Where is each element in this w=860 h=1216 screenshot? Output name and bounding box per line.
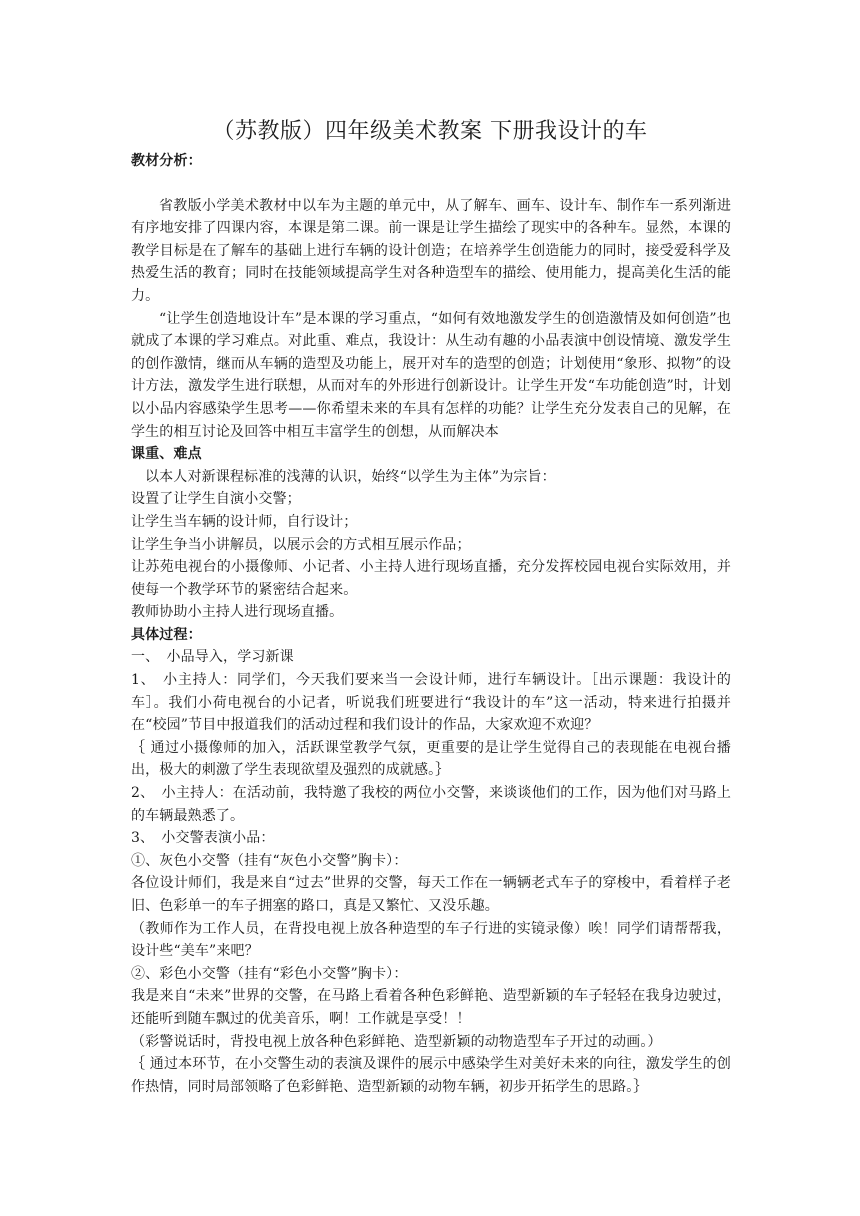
document-body [131, 150, 731, 1098]
grey-police-text: 各位设计师们，我是来自“过去”世界的交警，每天工作在一辆辆老式车子的穿梭中，看着样子老旧、色彩单一的车子拥塞的路口，真是又繁忙、又没乐趣。 [131, 875, 731, 914]
paragraph-principle: 以本人对新课程标准的浅薄的认识，始终“以学生为主体”为宗旨： [145, 468, 556, 485]
list-line: 设置了让学生自演小交警； [131, 491, 301, 508]
grey-police-title: ①、灰色小交警（挂有“灰色小交警”胸卡）： [131, 852, 408, 869]
list-line: 教师协助小主持人进行现场直播。 [131, 604, 344, 621]
page-title: （苏教版）四年级美术教案 下册我设计的车 [212, 119, 648, 144]
heading-analysis: 教材分析： [131, 153, 202, 169]
list-line: 让学生当车辆的设计师，自行设计； [131, 513, 358, 530]
grey-police-note: （教师作为工作人员，在背投电视上放各种造型的车子行进的实镜录像）唉！同学们请帮帮我，设计些“美车”来吧？ [131, 920, 731, 960]
blank-line [131, 173, 731, 195]
step-item: 3、 小交警表演小品： [131, 830, 275, 847]
paragraph-focus: “让学生创造地设计车”是本课的学习重点，“如何有效地激发学生的创造激情及如何创造”也就成了本课的学习难点。对此重、难点，我设计：从生动有趣的小品表演中创设情境、激发学生的创作激情，继而从车辆的造型及功能上，展开对车的造型的创造；计划使用“象形、拟物”的设计方法，激发学生进行联想，从而对车的外形进行创新设计。让学生开发“车功能创造”时，计划以小品内容感染学生思考——你希望未来的车具有怎样的功能？让学生充分发表自己的见解，在学生的相互讨论及回答中相互丰富学生的创想，从而解决本 [131, 310, 731, 440]
color-police-text: 我是来自“未来”世界的交警，在马路上看着各种色彩鲜艳、造型新颖的车子轻轻在我身边驶过，还能听到随车飘过的优美音乐，啊！工作就是享受！！ [131, 988, 731, 1027]
heading-process: 具体过程： [131, 626, 202, 643]
color-police-note: （彩警说话时，背投电视上放各种色彩鲜艳、造型新颖的动物造型车子开过的动画。） [131, 1033, 662, 1050]
step-note: ｛ 通过本环节，在小交警生动的表演及课件的展示中感染学生对美好未来的向往，激发学生的创作热情，同时局部领略了色彩鲜艳、造型新颖的动物车辆，初步开拓学生的思路。｝ [131, 1056, 731, 1095]
list-line: 让苏苑电视台的小摄像师、小记者、小主持人进行现场直播，充分发挥校园电视台实际效用，并使每一个教学环节的紧密结合起来。 [131, 559, 731, 598]
paragraph-analysis: 省教版小学美术教材中以车为主题的单元中，从了解车、画车、设计车、制作车一系列渐进有序地安排了四课内容，本课是第二课。前一课是让学生描绘了现实中的各种车。显然，本课的教学目标是在了解车的基础上进行车辆的设计创造；在培养学生创造能力的同时，接受爱科学及热爱生活的教育；同时在技能领域提高学生对各种造型车的描绘、使用能力，提高美化生活的能力。 [131, 197, 731, 304]
heading-difficulty: 课重、难点 [131, 446, 202, 463]
color-police-title: ②、彩色小交警（挂有“彩色小交警”胸卡）： [131, 965, 408, 982]
step-note: ｛ 通过小摄像师的加入，活跃课堂教学气氛，更重要的是让学生觉得自己的表现能在电视台播出，极大的刺激了学生表现欲望及强烈的成就感。｝ [131, 739, 731, 779]
step-heading: 一、 小品导入，学习新课 [131, 649, 294, 666]
list-line: 让学生争当小讲解员，以展示会的方式相互展示作品； [131, 536, 471, 553]
step-item: 1、 小主持人：同学们，今天我们要来当一会设计师，进行车辆设计。［出示课题：我设计的车］。我们小荷电视台的小记者，听说我们班要进行“我设计的车”这一活动，特来进行拍摄并在“校园”节目中报道我们的活动过程和我们设计的作品，大家欢迎不欢迎？ [131, 672, 731, 734]
step-item: 2、 小主持人：在活动前，我特邀了我校的两位小交警，来谈谈他们的工作，因为他们对马路上的车辆最熟悉了。 [131, 785, 731, 824]
